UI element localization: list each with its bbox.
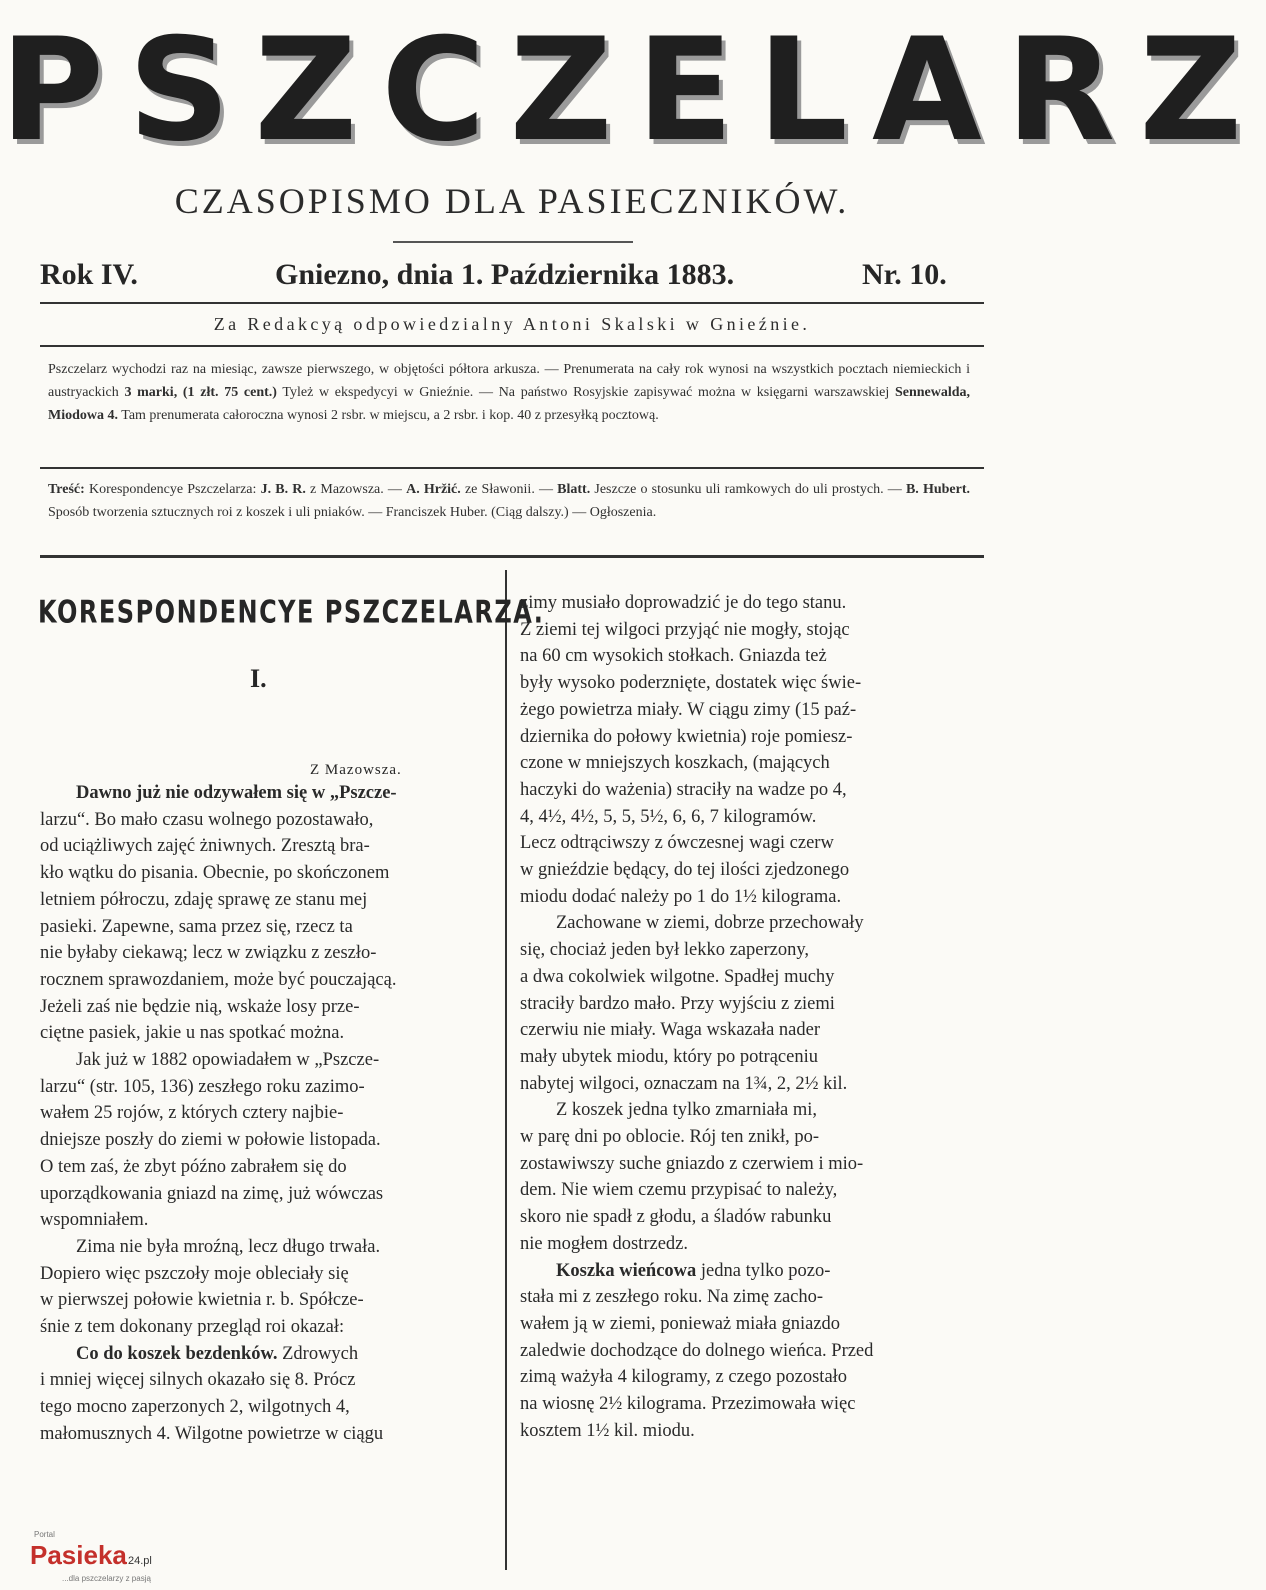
text-line: w pierwszej połowie kwietnia r. b. Spółcze- bbox=[40, 1290, 364, 1311]
text-line: skoro nie spadł z głodu, a śladów rabunku bbox=[520, 1207, 832, 1228]
text-line: na wiosnę 2½ kilograma. Przezimowała więc bbox=[520, 1394, 856, 1415]
masthead-title: PSZCZELARZ bbox=[0, 8, 1266, 173]
table-of-contents bbox=[48, 478, 970, 524]
text-line: Z ziemi tej wilgoci przyjąć nie mogły, stojąc bbox=[520, 619, 850, 640]
text-line: Jeżeli zaś nie będzie nią, wskaże losy prze- bbox=[40, 996, 360, 1017]
text-line: dem. Nie wiem czemu przypisać to należy, bbox=[520, 1180, 838, 1201]
text-line: Dopiero więc pszczoły moje obleciały się bbox=[40, 1263, 349, 1284]
text-fragment: jedna tylko pozo- bbox=[696, 1260, 831, 1281]
text-line: się, chociaż jeden był lekko zaperzony, bbox=[520, 940, 810, 961]
text-line: czone w mniejszych koszkach, (mających bbox=[520, 753, 830, 774]
subscription-text: Tyleż w ekspedycyi w Gnieźnie. — Na państwo Rosyjskie zapisywać można w księgarni warszawskiej bbox=[276, 385, 895, 400]
article-right-column bbox=[520, 590, 975, 1445]
contents-text: Sposób tworzenia sztucznych roi z koszek i uli pniaków. — Franciszek Huber. (Ciąg dalszy.) — Ogłoszenia. bbox=[48, 505, 657, 520]
text-line: ciętne pasiek, jakie u nas spotkać można. bbox=[40, 1023, 345, 1044]
divider bbox=[40, 345, 984, 347]
paragraph-lead: Co do koszek bezdenków. bbox=[76, 1343, 278, 1364]
text-line: zimą ważyła 4 kilogramy, z czego pozostało bbox=[520, 1367, 848, 1388]
text-line: haczyki do ważenia) straciły na wadze po 4, bbox=[520, 779, 847, 800]
contents-author: J. B. R. bbox=[260, 482, 306, 497]
text-line: O tem zaś, że zbyt późno zabrałem się do bbox=[40, 1156, 347, 1177]
issue-year: Rok IV. bbox=[40, 258, 138, 291]
text-fragment: Zdrowych bbox=[277, 1343, 359, 1364]
subscription-bookshop: Sennewalda, Miodowa 4. bbox=[48, 385, 971, 423]
text-line: zaledwie dochodzące do dolnego wieńca. Przed bbox=[520, 1340, 874, 1361]
text-line: pasieki. Zapewne, sama przez się, rzecz ta bbox=[40, 916, 353, 937]
text-line: stała mi z zeszłego roku. Na zimę zacho- bbox=[520, 1287, 824, 1308]
text-line: nabytej wilgoci, oznaczam na 1¾, 2, 2½ kil. bbox=[520, 1073, 848, 1094]
text-line: straciły bardzo mało. Przy wyjściu z ziemi bbox=[520, 993, 835, 1014]
watermark-tagline: ...dla pszczelarzy z pasją bbox=[62, 1574, 151, 1583]
article-title: KORESPONDENCYE PSZCZELARZA. bbox=[38, 594, 545, 631]
text-line: żego powietrza miały. W ciągu zimy (15 paź- bbox=[520, 699, 857, 720]
text-line: i mniej więcej silnych okazało się 8. Prócz bbox=[40, 1370, 356, 1391]
text-line: czerwiu nie miały. Waga wskazała nader bbox=[520, 1020, 821, 1041]
text-line: dziernika do połowy kwietnia) roje pomiesz- bbox=[520, 726, 853, 747]
text-line: kosztem 1½ kil. miodu. bbox=[520, 1420, 695, 1441]
article-section-number: I. bbox=[250, 664, 267, 693]
text-line: tego mocno zaperzonych 2, wilgotnych 4, bbox=[40, 1397, 350, 1418]
watermark-domain: 24.pl bbox=[128, 1555, 152, 1567]
subscription-text: Tam prenumerata całoroczna wynosi 2 rsbr. w miejscu, a 2 rsbr. i kop. 40 z przesyłką pocztową. bbox=[118, 408, 659, 423]
column-divider bbox=[505, 570, 507, 1570]
text-line: wałem ją w ziemi, ponieważ miała gniazdo bbox=[520, 1313, 841, 1334]
contents-text: Korespondencye Pszczelarza: bbox=[84, 482, 261, 497]
text-line: Zachowane w ziemi, dobrze przechowały bbox=[556, 913, 864, 934]
text-line: larzu“. Bo mało czasu wolnego pozostawało, bbox=[40, 809, 374, 830]
editor-line: Za Redakcyą odpowiedzialny Antoni Skalski w Gnieźnie. bbox=[213, 314, 811, 334]
divider bbox=[40, 467, 984, 469]
text-line: śnie z tem dokonany przegląd roi okazał: bbox=[40, 1317, 345, 1338]
divider bbox=[40, 555, 984, 558]
text-line: Dawno już nie odzywałem się w „Pszcze- bbox=[76, 783, 397, 803]
paragraph-lead: Koszka wieńcowa bbox=[556, 1260, 697, 1281]
text-line: rocznem sprawozdaniem, może być pouczającą. bbox=[40, 969, 397, 990]
article-dateline: Z Mazowsza. bbox=[310, 762, 402, 778]
contents-text: ze Sławonii. — bbox=[460, 482, 558, 497]
text-line: zimy musiało doprowadzić je do tego stanu. bbox=[520, 593, 847, 613]
text-line: larzu“ (str. 105, 136) zeszłego roku zazimo- bbox=[40, 1076, 365, 1097]
text-line: kło wątku do pisania. Obecnie, po skończonem bbox=[40, 863, 390, 884]
text-line: letniem półroczu, zdaję sprawę ze stanu mej bbox=[40, 889, 368, 910]
text-line: a dwa cokolwiek wilgotne. Spadłej muchy bbox=[520, 966, 835, 987]
text-line: Zima nie była mroźną, lecz długo trwała. bbox=[76, 1236, 381, 1257]
text-line: miodu dodać należy po 1 do 1½ kilograma. bbox=[520, 886, 842, 907]
watermark-brand: Pasieka bbox=[30, 1540, 127, 1570]
watermark-top-text: Portal bbox=[34, 1530, 55, 1539]
contents-label: Treść: bbox=[48, 482, 85, 497]
text-line: zostawiwszy suche gniazdo z czerwiem i mio- bbox=[520, 1153, 864, 1174]
divider bbox=[393, 241, 633, 243]
contents-author: B. Hubert. bbox=[905, 482, 971, 497]
text-line bbox=[40, 1341, 495, 1368]
text-line: Z koszek jedna tylko zmarniała mi, bbox=[556, 1100, 817, 1121]
text-line: od uciążliwych zajęć żniwnych. Zresztą bra- bbox=[40, 836, 370, 857]
text-line: były wysoko poderznięte, dostatek więc świe- bbox=[520, 673, 862, 694]
subscription-text: Pszczelarz wychodzi raz na miesiąc, zawsze pierwszego, w objętości półtora arkusza. — Prenumerata na cały rok wynosi na wszystkich pocztach niemieckich i austryackich bbox=[48, 362, 970, 400]
divider bbox=[40, 302, 984, 304]
contents-text: z Mazowsza. — bbox=[305, 482, 407, 497]
text-line: dniejsze poszły do ziemi w połowie listopada. bbox=[40, 1130, 381, 1151]
subscription-price: 3 marki, (1 złt. 75 cent.) bbox=[124, 385, 277, 400]
masthead-subtitle: CZASOPISMO DLA PASIECZNIKÓW. bbox=[174, 181, 850, 221]
contents-text: Jeszcze o stosunku uli ramkowych do uli prostych. — bbox=[590, 482, 906, 497]
text-line: Jak już w 1882 opowiadałem w „Pszcze- bbox=[76, 1050, 380, 1071]
text-line: małomusznych 4. Wilgotne powietrze w ciągu bbox=[40, 1423, 384, 1444]
text-line: nie byłaby ciekawą; lecz w związku z zeszło- bbox=[40, 943, 377, 964]
text-line: w parę dni po oblocie. Rój ten znikł, po- bbox=[520, 1127, 820, 1148]
article-left-column bbox=[40, 780, 495, 1448]
text-line: w gnieździe będący, do tej ilości zjedzonego bbox=[520, 860, 850, 881]
contents-author: Blatt. bbox=[557, 482, 591, 497]
subscription-info bbox=[48, 358, 970, 427]
text-line: uporządkowania gniazd na zimę, już wówczas bbox=[40, 1183, 384, 1204]
text-line: na 60 cm wysokich stołkach. Gniazda też bbox=[520, 646, 827, 667]
text-line: wałem 25 rojów, z których cztery najbie- bbox=[40, 1103, 344, 1124]
watermark-logo bbox=[4, 1530, 164, 1586]
contents-author: A. Hržić. bbox=[406, 482, 461, 497]
text-line: mały ubytek miodu, który po potrąceniu bbox=[520, 1046, 818, 1067]
text-line: Lecz odtrąciwszy z ówczesnej wagi czerw bbox=[520, 833, 834, 854]
text-line: wspomniałem. bbox=[40, 1210, 149, 1231]
text-line: nie mogłem dostrzedz. bbox=[520, 1233, 688, 1254]
issue-number: Nr. 10. bbox=[862, 258, 947, 291]
issue-date: Gniezno, dnia 1. Października 1883. bbox=[275, 258, 735, 291]
text-line: 4, 4½, 4½, 5, 5, 5½, 6, 6, 7 kilogramów. bbox=[520, 806, 817, 827]
text-line bbox=[520, 1258, 975, 1285]
